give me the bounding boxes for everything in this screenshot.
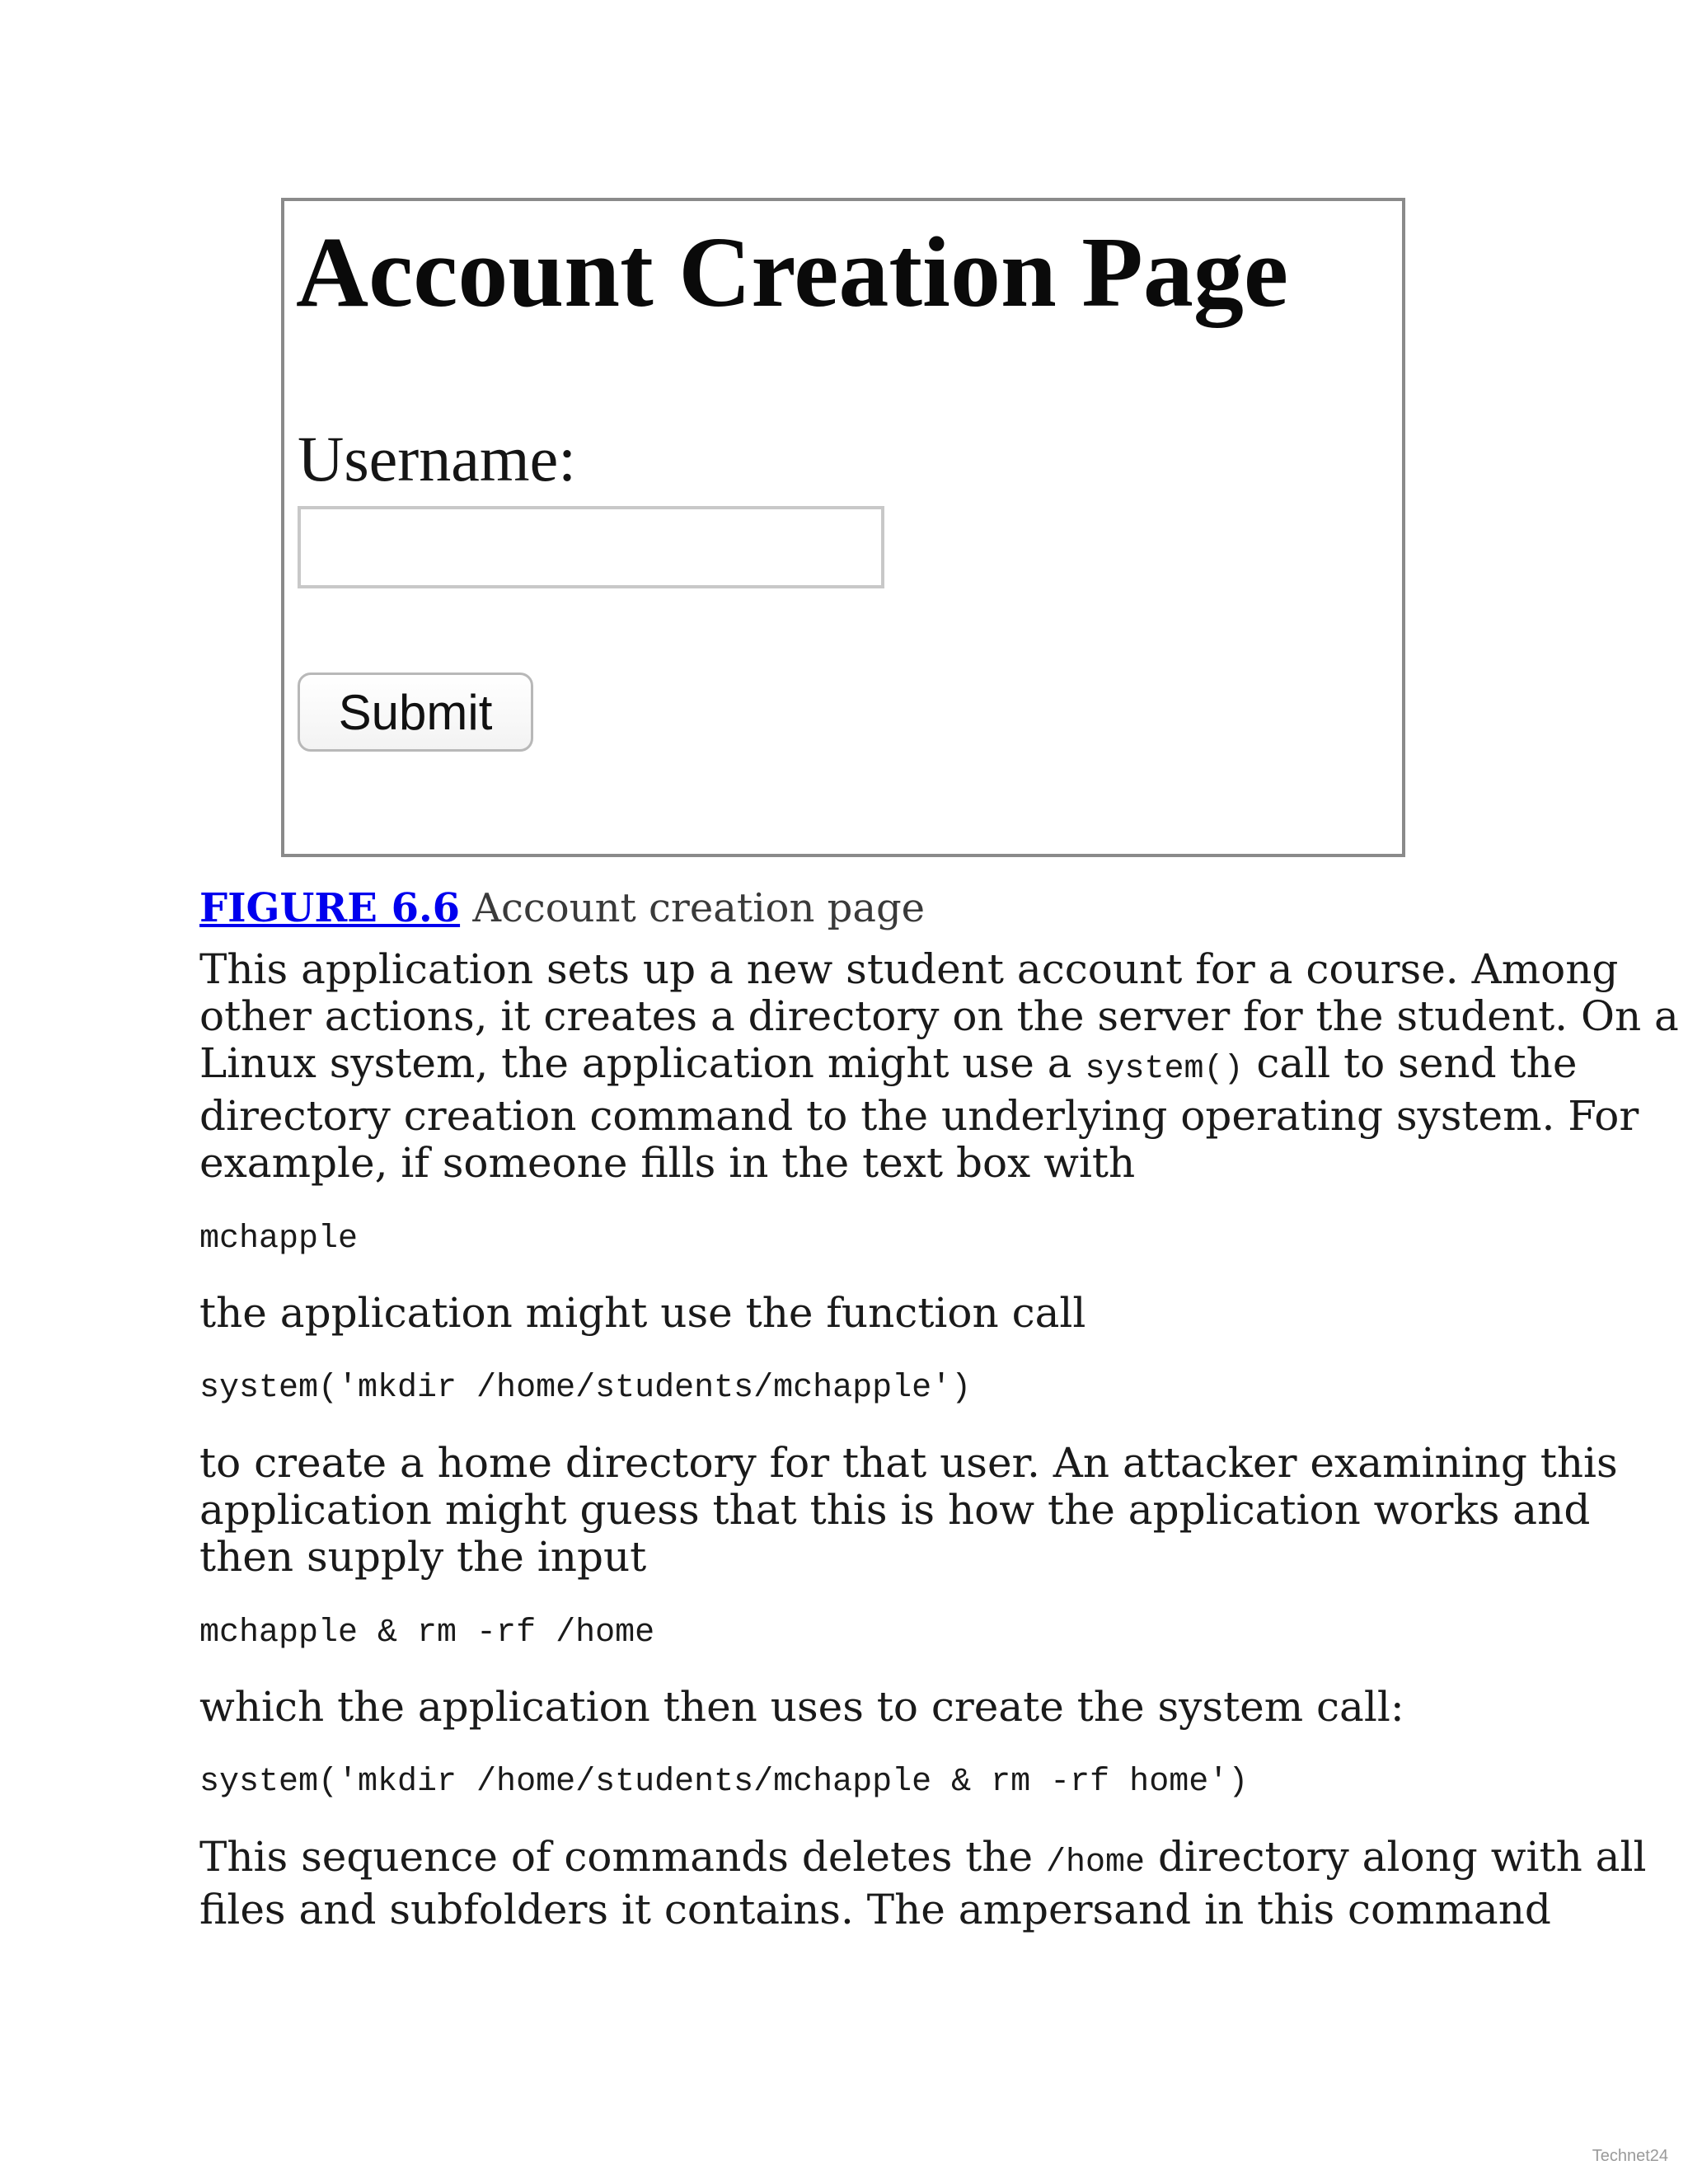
paragraph-line: which the application then uses to create the system call: (199, 1683, 1404, 1731)
submit-button[interactable]: Submit (298, 673, 533, 752)
inline-code: system() (1085, 1051, 1244, 1088)
paragraph-line: the application might use the function call (199, 1289, 1086, 1337)
paragraph-conclusion (199, 1833, 1647, 1933)
text-segment: This sequence of commands deletes the (199, 1833, 1047, 1881)
paragraph-line: example, if someone fills in the text box with (199, 1139, 1136, 1187)
paragraph-line (199, 1039, 1578, 1093)
code-block: mchapple & rm -rf /home (199, 1615, 655, 1652)
paragraph-line: This application sets up a new student account for a course. Among (199, 945, 1619, 993)
paragraph-line: files and subfolders it contains. The ampersand in this command (199, 1886, 1551, 1933)
text-segment: directory along with all (1145, 1833, 1647, 1881)
paragraph-intro (199, 945, 1679, 1187)
username-input[interactable] (298, 506, 884, 588)
caption-text: Account creation page (472, 885, 926, 931)
code-block: system('mkdir /home/students/mchapple') (199, 1370, 972, 1407)
paragraph-line: other actions, it creates a directory on the server for the student. On a (199, 992, 1679, 1040)
text-segment: Linux system, the application might use a (199, 1039, 1085, 1087)
paragraph-line (199, 1833, 1647, 1886)
paragraph-line: then supply the input (199, 1533, 647, 1581)
paragraph-function-call (199, 1290, 1518, 1337)
text-segment: call to send the (1243, 1039, 1578, 1087)
watermark: Technet24 (1592, 2147, 1668, 2165)
username-label: Username: (298, 423, 576, 494)
code-block: system('mkdir /home/students/mchapple & rm -rf home') (199, 1764, 1249, 1801)
paragraph-attacker (199, 1439, 1618, 1581)
paragraph-system-call (199, 1684, 1518, 1731)
code-block: mchapple (199, 1221, 359, 1258)
figure-page-title: Account Creation Page (296, 217, 1288, 328)
inline-code: /home (1046, 1844, 1146, 1882)
figure-caption (199, 886, 925, 931)
paragraph-line: to create a home directory for that user. An attacker examining this (199, 1439, 1618, 1487)
figure-link[interactable]: FIGURE 6.6 (199, 885, 461, 931)
paragraph-line: directory creation command to the underlying operating system. For (199, 1092, 1639, 1140)
account-creation-figure (281, 198, 1405, 857)
paragraph-line: application might guess that this is how the application works and (199, 1486, 1591, 1534)
